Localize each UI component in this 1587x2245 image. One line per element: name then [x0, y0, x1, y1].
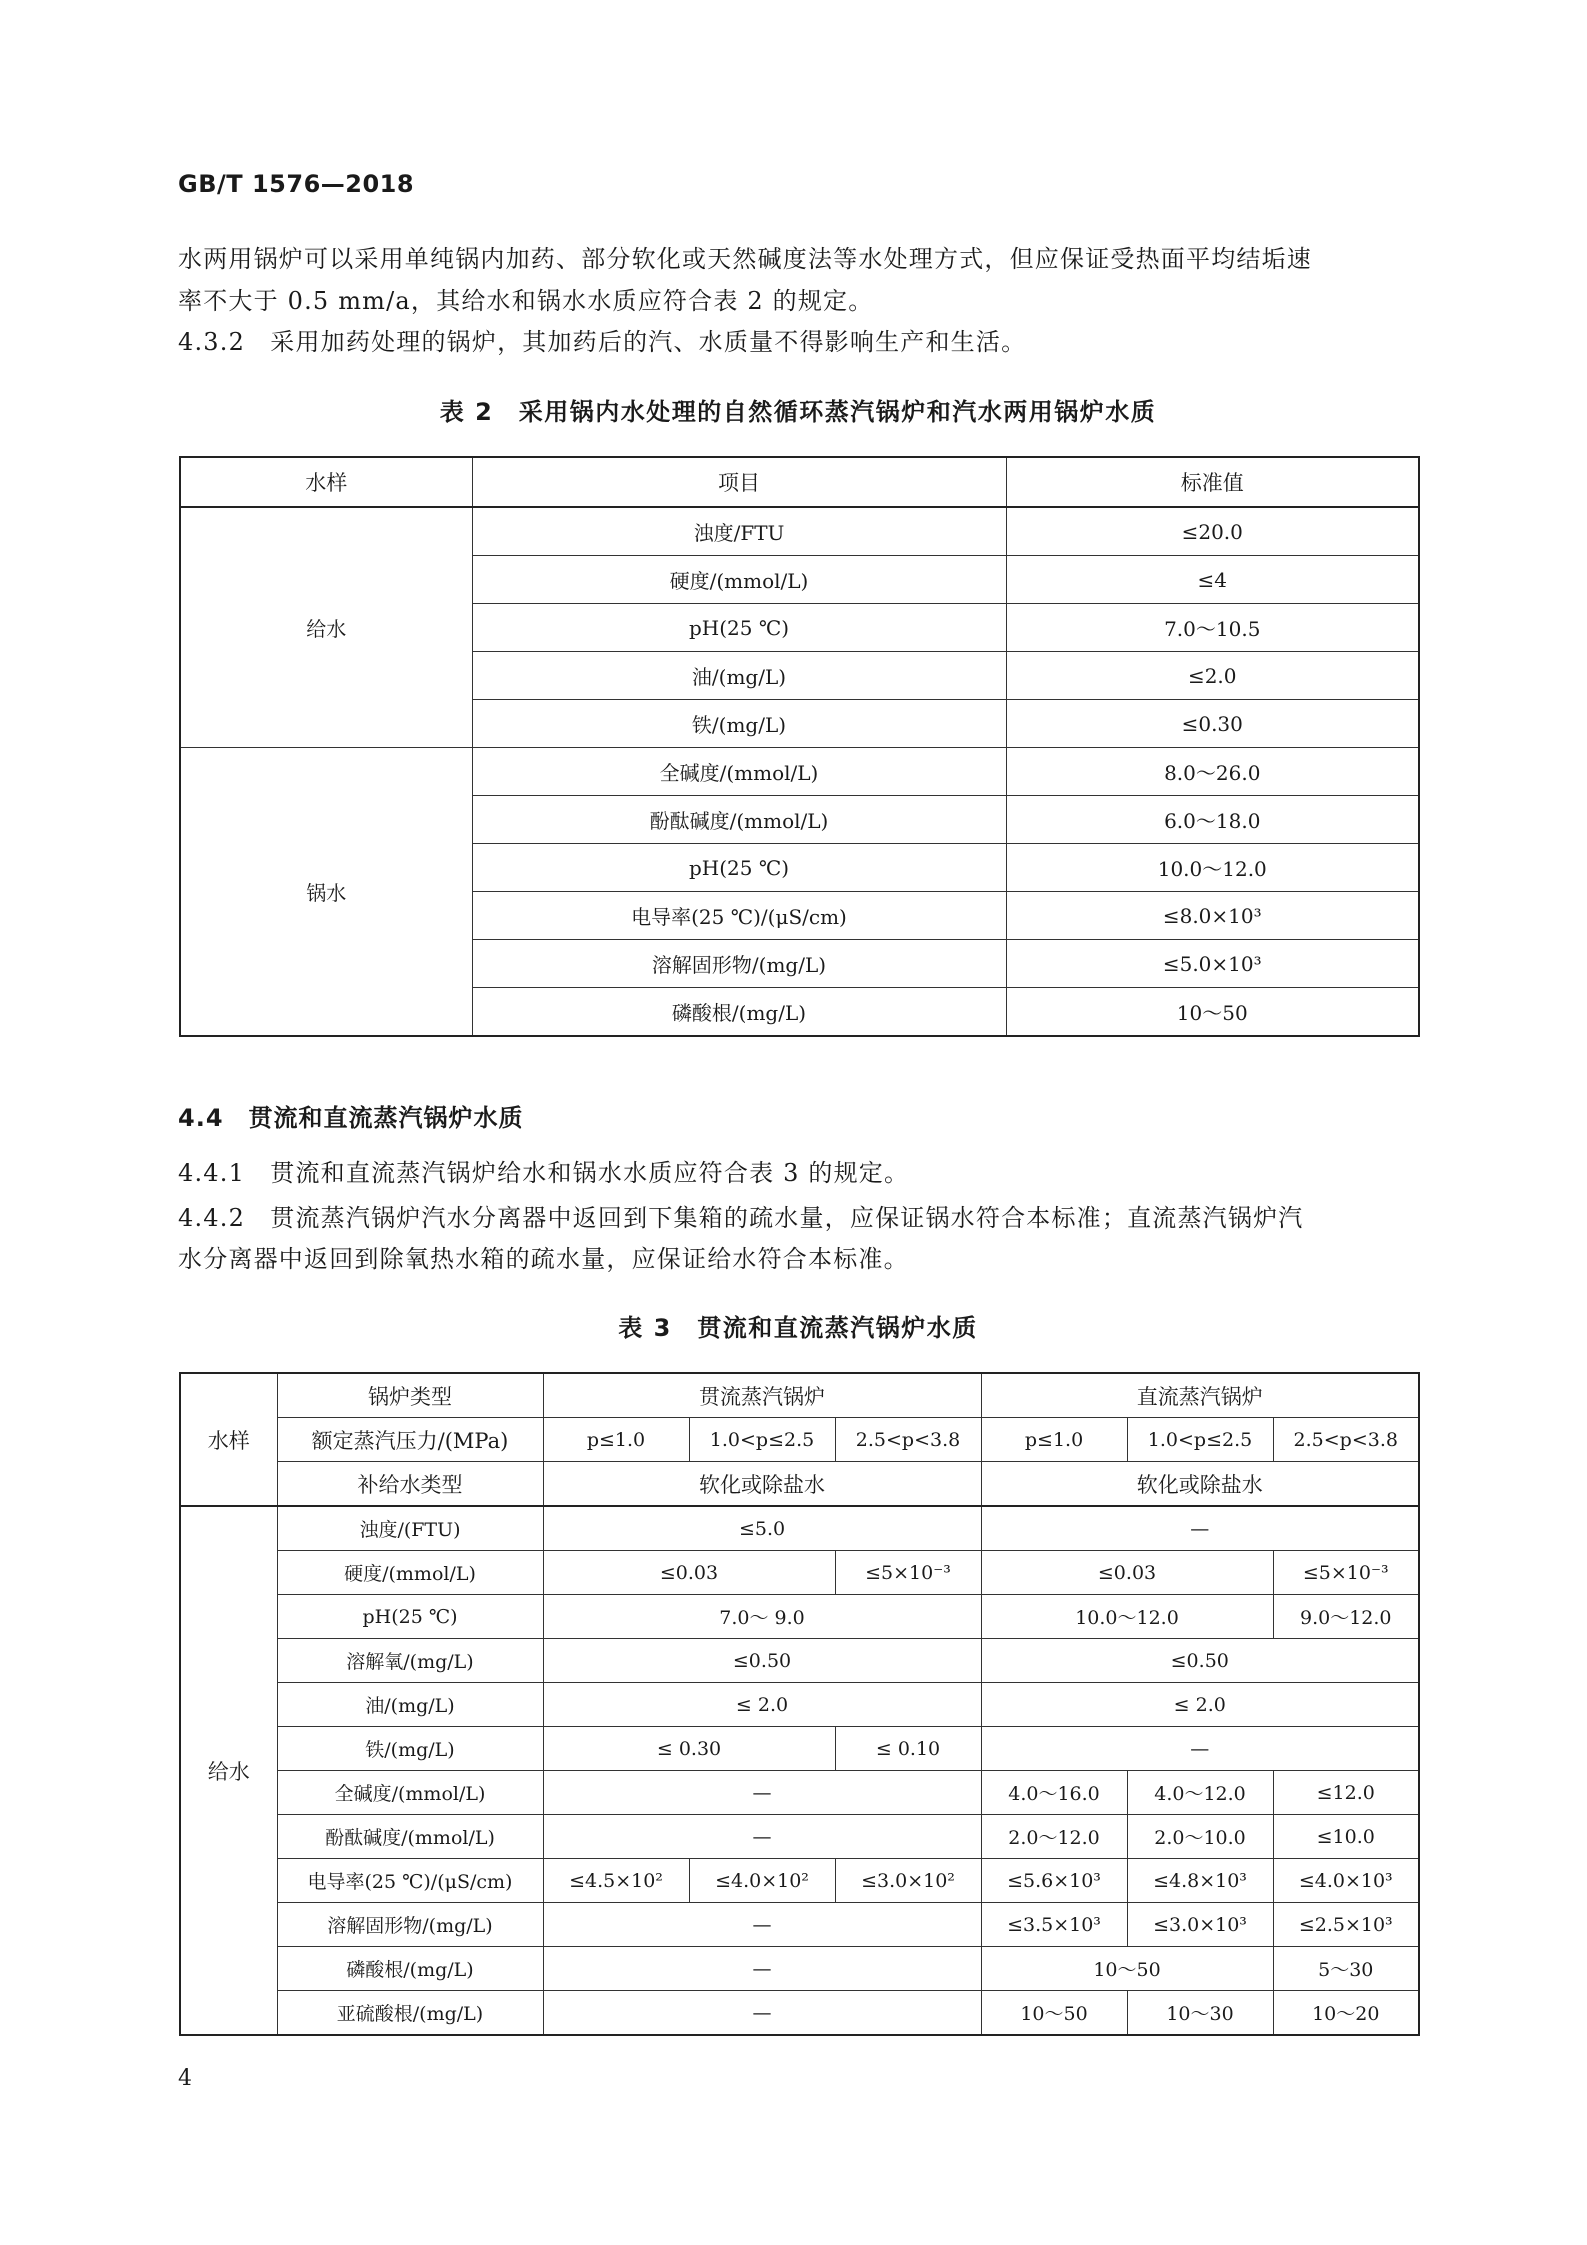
boiler-type-label: 锅炉类型 — [277, 1373, 543, 1418]
makeup-water-label: 补给水类型 — [277, 1462, 543, 1507]
value-cell: ≤20.0 — [1006, 507, 1419, 556]
item-cell: 全碱度/(mmol/L) — [277, 1771, 543, 1815]
value-cell: 2.0～10.0 — [1127, 1815, 1273, 1859]
clause-4-4-1: 4.4.1 贯流和直流蒸汽锅炉给水和锅水水质应符合表 3 的规定。 — [178, 1159, 910, 1187]
makeup-water-type: 软化或除盐水 — [981, 1462, 1419, 1507]
value-cell: — — [981, 1727, 1419, 1771]
item-cell: 浊度/(FTU) — [277, 1506, 543, 1551]
through-flow-boiler-header: 贯流蒸汽锅炉 — [543, 1373, 981, 1418]
paragraph-line: 率不大于 0.5 mm/a，其给水和锅水水质应符合表 2 的规定。 — [178, 287, 874, 315]
item-cell: 溶解氧/(mg/L) — [277, 1639, 543, 1683]
value-cell: ≤ 2.0 — [981, 1683, 1419, 1727]
sample-header: 水样 — [180, 1373, 277, 1506]
paragraph-line: 水分离器中返回到除氧热水箱的疏水量，应保证给水符合本标准。 — [178, 1245, 909, 1273]
value-cell: 8.0～26.0 — [1006, 748, 1419, 796]
table-row — [180, 1859, 1419, 1903]
value-cell: ≤4.0×10³ — [1273, 1859, 1419, 1903]
value-cell: 9.0～12.0 — [1273, 1595, 1419, 1639]
value-cell: 6.0～18.0 — [1006, 796, 1419, 844]
item-cell: 酚酞碱度/(mmol/L) — [472, 796, 1006, 844]
column-header: 项目 — [472, 457, 1006, 507]
table-2-caption: 表 2 采用锅内水处理的自然循环蒸汽锅炉和汽水两用锅炉水质 — [439, 398, 1157, 426]
sample-group-label: 锅水 — [180, 748, 472, 1037]
value-cell: ≤2.0 — [1006, 652, 1419, 700]
makeup-water-type: 软化或除盐水 — [543, 1462, 981, 1507]
item-cell: pH(25 ℃) — [472, 604, 1006, 652]
value-cell: 4.0～16.0 — [981, 1771, 1127, 1815]
column-header: 水样 — [180, 457, 472, 507]
value-cell: 10～20 — [1273, 1991, 1419, 2036]
table-2 — [179, 456, 1420, 1037]
value-cell: ≤4.5×10² — [543, 1859, 689, 1903]
value-cell: ≤0.30 — [1006, 700, 1419, 748]
section-4-4-heading: 4.4 贯流和直流蒸汽锅炉水质 — [178, 1104, 524, 1132]
value-cell: ≤5×10⁻³ — [1273, 1551, 1419, 1595]
item-cell: 溶解固形物/(mg/L) — [472, 940, 1006, 988]
value-cell: ≤ 0.30 — [543, 1727, 835, 1771]
value-cell: 10～50 — [981, 1991, 1127, 2036]
item-cell: 亚硫酸根/(mg/L) — [277, 1991, 543, 2036]
paragraph-line: 水两用锅炉可以采用单纯锅内加药、部分软化或天然碱度法等水处理方式，但应保证受热面平均结垢速 — [178, 245, 1312, 273]
value-cell: 10.0～12.0 — [1006, 844, 1419, 892]
item-cell: 全碱度/(mmol/L) — [472, 748, 1006, 796]
pressure-range: 1.0<p≤2.5 — [1127, 1418, 1273, 1462]
table-row — [180, 1683, 1419, 1727]
table-row — [180, 1903, 1419, 1947]
clause-4-3-2: 4.3.2 采用加药处理的锅炉，其加药后的汽、水质量不得影响生产和生活。 — [178, 328, 1027, 356]
value-cell: 5～30 — [1273, 1947, 1419, 1991]
item-cell: 酚酞碱度/(mmol/L) — [277, 1815, 543, 1859]
clause-4-4-2: 4.4.2 贯流蒸汽锅炉汽水分离器中返回到下集箱的疏水量，应保证锅水符合本标准；直流蒸汽锅炉汽 — [178, 1204, 1304, 1232]
value-cell: — — [543, 1903, 981, 1947]
pressure-range: 2.5<p<3.8 — [1273, 1418, 1419, 1462]
item-cell: pH(25 ℃) — [277, 1595, 543, 1639]
item-cell: 磷酸根/(mg/L) — [277, 1947, 543, 1991]
value-cell: 7.0～ 9.0 — [543, 1595, 981, 1639]
value-cell: ≤4.0×10² — [689, 1859, 835, 1903]
table-row — [180, 1506, 1419, 1551]
value-cell: 4.0～12.0 — [1127, 1771, 1273, 1815]
item-cell: 油/(mg/L) — [472, 652, 1006, 700]
value-cell: 2.0～12.0 — [981, 1815, 1127, 1859]
value-cell: — — [543, 1815, 981, 1859]
item-cell: pH(25 ℃) — [472, 844, 1006, 892]
item-cell: 铁/(mg/L) — [277, 1727, 543, 1771]
column-header: 标准值 — [1006, 457, 1419, 507]
value-cell: ≤5.0 — [543, 1506, 981, 1551]
value-cell: — — [981, 1506, 1419, 1551]
item-cell: 铁/(mg/L) — [472, 700, 1006, 748]
value-cell: ≤4 — [1006, 556, 1419, 604]
value-cell: ≤8.0×10³ — [1006, 892, 1419, 940]
value-cell: ≤0.50 — [543, 1639, 981, 1683]
value-cell: ≤3.5×10³ — [981, 1903, 1127, 1947]
item-cell: 溶解固形物/(mg/L) — [277, 1903, 543, 1947]
value-cell: ≤5×10⁻³ — [835, 1551, 981, 1595]
value-cell: ≤10.0 — [1273, 1815, 1419, 1859]
value-cell: ≤5.0×10³ — [1006, 940, 1419, 988]
value-cell: ≤0.03 — [543, 1551, 835, 1595]
pressure-range: 1.0<p≤2.5 — [689, 1418, 835, 1462]
table-row — [180, 748, 1419, 796]
value-cell: ≤12.0 — [1273, 1771, 1419, 1815]
value-cell: 10.0～12.0 — [981, 1595, 1273, 1639]
document-id: GB/T 1576—2018 — [178, 170, 415, 198]
pressure-range: p≤1.0 — [543, 1418, 689, 1462]
item-cell: 电导率(25 ℃)/(μS/cm) — [277, 1859, 543, 1903]
table-row — [180, 1771, 1419, 1815]
value-cell: — — [543, 1771, 981, 1815]
sample-group-label: 给水 — [180, 507, 472, 748]
table-row — [180, 1595, 1419, 1639]
value-cell: 10～50 — [981, 1947, 1273, 1991]
table-row — [180, 1727, 1419, 1771]
table-row — [180, 1815, 1419, 1859]
item-cell: 油/(mg/L) — [277, 1683, 543, 1727]
value-cell: ≤4.8×10³ — [1127, 1859, 1273, 1903]
value-cell: 10～50 — [1006, 988, 1419, 1037]
table-3 — [179, 1372, 1420, 2036]
value-cell: 10～30 — [1127, 1991, 1273, 2036]
value-cell: ≤3.0×10² — [835, 1859, 981, 1903]
table-header-row — [180, 1462, 1419, 1507]
item-cell: 硬度/(mmol/L) — [472, 556, 1006, 604]
value-cell: — — [543, 1991, 981, 2036]
item-cell: 浊度/FTU — [472, 507, 1006, 556]
feedwater-group-label: 给水 — [180, 1506, 277, 2035]
table-header-row — [180, 1373, 1419, 1418]
value-cell: ≤3.0×10³ — [1127, 1903, 1273, 1947]
value-cell: ≤5.6×10³ — [981, 1859, 1127, 1903]
table-header-row — [180, 457, 1419, 507]
value-cell: 7.0～10.5 — [1006, 604, 1419, 652]
item-cell: 电导率(25 ℃)/(μS/cm) — [472, 892, 1006, 940]
page-number: 4 — [178, 2066, 192, 2091]
value-cell: ≤0.50 — [981, 1639, 1419, 1683]
table-row — [180, 1991, 1419, 2036]
value-cell: — — [543, 1947, 981, 1991]
value-cell: ≤ 0.10 — [835, 1727, 981, 1771]
table-header-row — [180, 1418, 1419, 1462]
table-row — [180, 1639, 1419, 1683]
table-row — [180, 1947, 1419, 1991]
value-cell: ≤2.5×10³ — [1273, 1903, 1419, 1947]
item-cell: 硬度/(mmol/L) — [277, 1551, 543, 1595]
value-cell: ≤ 2.0 — [543, 1683, 981, 1727]
pressure-range: p≤1.0 — [981, 1418, 1127, 1462]
value-cell: ≤0.03 — [981, 1551, 1273, 1595]
table-3-caption: 表 3 贯流和直流蒸汽锅炉水质 — [618, 1314, 978, 1342]
pressure-label: 额定蒸汽压力/(MPa) — [277, 1418, 543, 1462]
once-through-boiler-header: 直流蒸汽锅炉 — [981, 1373, 1419, 1418]
pressure-range: 2.5<p<3.8 — [835, 1418, 981, 1462]
item-cell: 磷酸根/(mg/L) — [472, 988, 1006, 1037]
table-row — [180, 1551, 1419, 1595]
table-row — [180, 507, 1419, 556]
